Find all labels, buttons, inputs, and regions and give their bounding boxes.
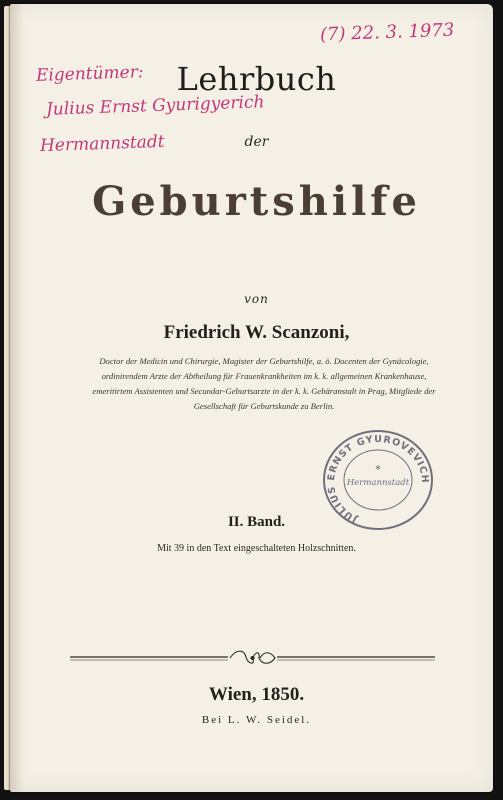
illustrations-note: Mit 39 in den Text eingeschalteten Holzschnitten. — [157, 543, 356, 554]
volume-label: II. Band. — [227, 514, 286, 530]
svg-text:∗: ∗ — [374, 463, 382, 472]
handwritten-owner-name: Julius Ernst Gyurigyerich — [45, 92, 265, 120]
ornamental-rule — [70, 646, 435, 668]
handwritten-owner-city: Hermannstadt — [39, 131, 165, 157]
author-name: Friedrich W. Scanzoni, — [163, 322, 350, 343]
title-connector: der — [244, 134, 269, 150]
imprint-publisher: Bei L. W. Seidel. — [201, 714, 312, 726]
page-gutter-shadow — [10, 4, 24, 792]
stamp-ring-text: JULIUS ERNST GYUROVEVICH — [325, 433, 431, 525]
title-subject: Geburtshilfe — [92, 178, 421, 225]
stamp-center-text: Hermannstadt — [346, 478, 410, 488]
imprint-place-year: Wien, 1850. — [208, 684, 305, 705]
byline-von: von — [244, 292, 269, 306]
handwritten-date: (7) 22. 3. 1973 — [319, 19, 455, 46]
author-credentials: Doctor der Medicin und Chirurgie, Magister der Geburtshilfe, a. ö. Docenten der Gynäcologie, ordinirendem Arzte der Abtheilung für Frauenkrankheiten im k. k. allgemeinen Krankenhause, emeritirtem Assistenten und Secundar-Geburtsarzte in der k. k. Gebäranstalt in Prag, Mitgliede der Gesellschaft für Geburtskunde zu Berlin. — [92, 356, 436, 411]
title-lehrbuch: Lehrbuch — [176, 60, 337, 98]
handwritten-owner-label: Eigentümer: — [35, 62, 144, 86]
